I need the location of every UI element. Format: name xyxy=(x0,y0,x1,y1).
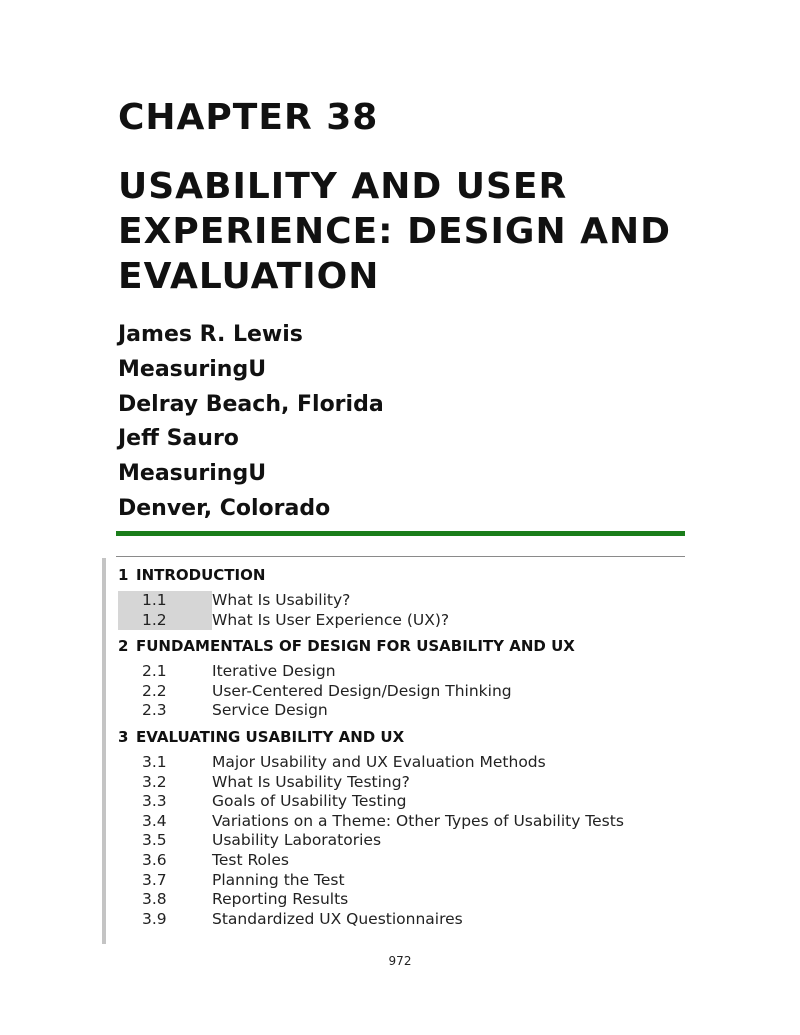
subsection-title: Usability Laboratories xyxy=(212,831,382,850)
toc-subsection-item[interactable] xyxy=(118,812,688,832)
toc-subsection-item[interactable] xyxy=(118,831,688,851)
section-title: EVALUATING USABILITY AND UX xyxy=(136,727,405,746)
subsection-title: Variations on a Theme: Other Types of Usability Tests xyxy=(212,811,624,830)
toc-subsection-item[interactable] xyxy=(118,591,688,611)
author-affiliation: MeasuringU xyxy=(118,356,267,382)
section-number: 1 xyxy=(118,566,129,584)
subsection-number: 1.1 xyxy=(118,591,212,611)
section-title: INTRODUCTION xyxy=(136,566,266,584)
subsection-number: 3.2 xyxy=(142,772,167,791)
author-name: James R. Lewis xyxy=(118,322,303,347)
subsection-title: What Is User Experience (UX)? xyxy=(212,610,450,629)
subsection-number: 2.3 xyxy=(142,701,167,720)
subsection-number: 3.7 xyxy=(142,870,167,889)
toc-subsection-item[interactable] xyxy=(118,851,688,871)
section-number: 3 xyxy=(118,727,129,746)
subsection-number: 3.8 xyxy=(142,890,167,909)
subsection-title: What Is Usability? xyxy=(212,591,351,609)
page-number: 972 xyxy=(388,954,412,968)
toc-subsection-item[interactable] xyxy=(118,773,688,793)
toc-subsection-item[interactable] xyxy=(118,871,688,891)
toc-section-heading[interactable] xyxy=(118,725,688,749)
toc-section-heading[interactable] xyxy=(118,563,688,587)
green-divider xyxy=(116,531,685,536)
toc-subsection-list xyxy=(118,753,688,929)
subsection-title: Major Usability and UX Evaluation Methods xyxy=(212,752,546,771)
toc-section-heading[interactable] xyxy=(118,634,688,658)
toc-subsection-list xyxy=(118,591,688,630)
table-of-contents xyxy=(118,563,688,933)
subsection-number: 3.5 xyxy=(142,831,167,850)
subsection-number: 1.2 xyxy=(118,611,212,631)
chapter-title: USABILITY AND USER EXPERIENCE: DESIGN AND EVALUATION xyxy=(118,166,671,297)
toc-subsection-item[interactable] xyxy=(118,890,688,910)
author-name: Jeff Sauro xyxy=(118,426,239,452)
subsection-title: Planning the Test xyxy=(212,870,345,889)
toc-subsection-item[interactable] xyxy=(118,682,688,702)
subsection-title: User-Centered Design/Design Thinking xyxy=(212,681,512,700)
subsection-number: 2.2 xyxy=(142,681,167,700)
subsection-number: 3.3 xyxy=(142,792,167,811)
subsection-number: 2.1 xyxy=(142,662,167,681)
subsection-number: 3.9 xyxy=(142,909,167,928)
toc-subsection-list xyxy=(118,662,688,721)
toc-subsection-item[interactable] xyxy=(118,701,688,721)
subsection-title: Test Roles xyxy=(212,850,289,869)
section-title: FUNDAMENTALS OF DESIGN FOR USABILITY AND UX xyxy=(136,637,575,656)
toc-subsection-item[interactable] xyxy=(118,753,688,773)
subsection-title: Iterative Design xyxy=(212,662,336,681)
thin-divider xyxy=(116,556,685,557)
author-block xyxy=(118,318,384,527)
section-number: 2 xyxy=(118,637,129,656)
subsection-number: 3.6 xyxy=(142,850,167,869)
subsection-title: Standardized UX Questionnaires xyxy=(212,909,463,928)
subsection-title: Service Design xyxy=(212,701,328,720)
toc-subsection-item[interactable] xyxy=(118,792,688,812)
author-affiliation: MeasuringU xyxy=(118,461,267,487)
author-location: Delray Beach, Florida xyxy=(118,391,384,417)
toc-subsection-item[interactable] xyxy=(118,910,688,930)
subsection-title: Goals of Usability Testing xyxy=(212,792,407,811)
author-location: Denver, Colorado xyxy=(118,495,331,521)
subsection-number: 3.4 xyxy=(142,811,167,830)
subsection-number: 3.1 xyxy=(142,752,167,771)
subsection-title: Reporting Results xyxy=(212,890,349,909)
chapter-label: CHAPTER 38 xyxy=(118,97,379,138)
toc-side-bar xyxy=(102,558,106,944)
toc-subsection-item[interactable] xyxy=(118,611,688,631)
toc-subsection-item[interactable] xyxy=(118,662,688,682)
subsection-title: What Is Usability Testing? xyxy=(212,772,410,791)
